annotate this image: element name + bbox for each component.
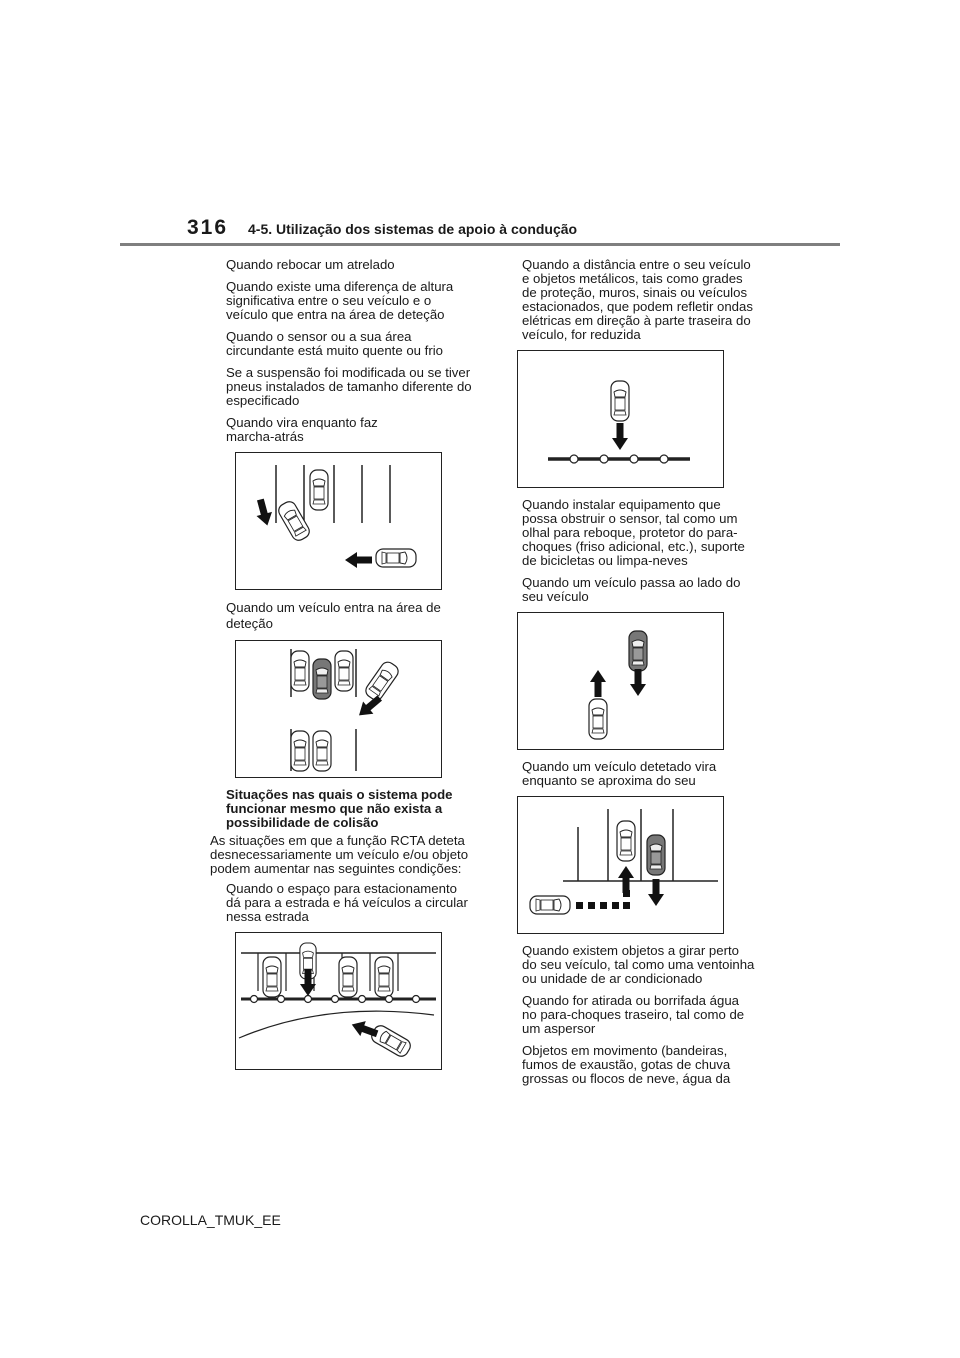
list-item: Quando um veículo detetado vira enquanto se aproxima do seu <box>522 759 717 788</box>
document-code-footer: COROLLA_TMUK_EE <box>140 1212 281 1228</box>
paragraph: As situações em que a função RCTA deteta desnecessariamente um veículo e/ou objeto podem aumentar nas seguintes condições: <box>210 833 469 876</box>
figure-vehicle-entering-area <box>235 640 442 778</box>
figure-road-traffic <box>235 932 442 1070</box>
figure-vehicle-passing <box>517 612 724 750</box>
list-item: Quando existem objetos a girar perto do seu veículo, tal como uma ventoinha ou unidade de ar condicionado <box>522 943 755 986</box>
figure-metal-objects <box>517 350 724 488</box>
figure-vehicle-turning <box>517 796 724 934</box>
list-item: Quando o espaço para estacionamento dá para a estrada e há veículos a circular nessa estrada <box>226 881 468 924</box>
header-divider <box>120 243 840 246</box>
list-item: Quando o sensor ou a sua área circundante está muito quente ou frio <box>226 329 443 358</box>
list-item: Quando existe uma diferença de altura significativa entre o seu veículo e o veículo que entra na área de deteção <box>226 279 454 322</box>
right-column <box>506 258 756 1094</box>
list-item: Quando vira enquanto faz marcha-atrás <box>226 415 378 444</box>
figure-reversing-turn <box>235 452 442 590</box>
list-item: Quando a distância entre o seu veículo e objetos metálicos, tais como grades de proteção, muros, sinais ou veículos estacionados, que podem refletir ondas elétricas em direção à parte traseira do veículo, for reduzida <box>522 257 753 342</box>
left-column <box>210 258 475 1080</box>
list-item: Quando rebocar um atrelado <box>226 257 395 272</box>
list-item: Se a suspensão foi modificada ou se tiver pneus instalados de tamanho diferente do especificado <box>226 365 472 408</box>
section-heading: Situações nas quais o sistema pode funcionar mesmo que não exista a possibilidade de colisão <box>226 787 453 830</box>
list-item: Quando for atirada ou borrifada água no para-choques traseiro, tal como de um aspersor <box>522 993 745 1036</box>
list-item: Objetos em movimento (bandeiras, fumos de exaustão, gotas de chuva grossas ou flocos de neve, água da <box>522 1043 731 1086</box>
section-title: 4-5. Utilização dos sistemas de apoio à condução <box>248 221 578 237</box>
list-item: Quando um veículo entra na área de deteção <box>226 600 441 631</box>
page-number: 316 <box>187 216 229 239</box>
list-item: Quando instalar equipamento que possa obstruir o sensor, tal como um olhal para reboque, protetor do para-choques (friso adicional, etc.), suporte de bicicletas ou limpa-neves <box>522 497 745 568</box>
list-item: Quando um veículo passa ao lado do seu veículo <box>522 575 741 604</box>
